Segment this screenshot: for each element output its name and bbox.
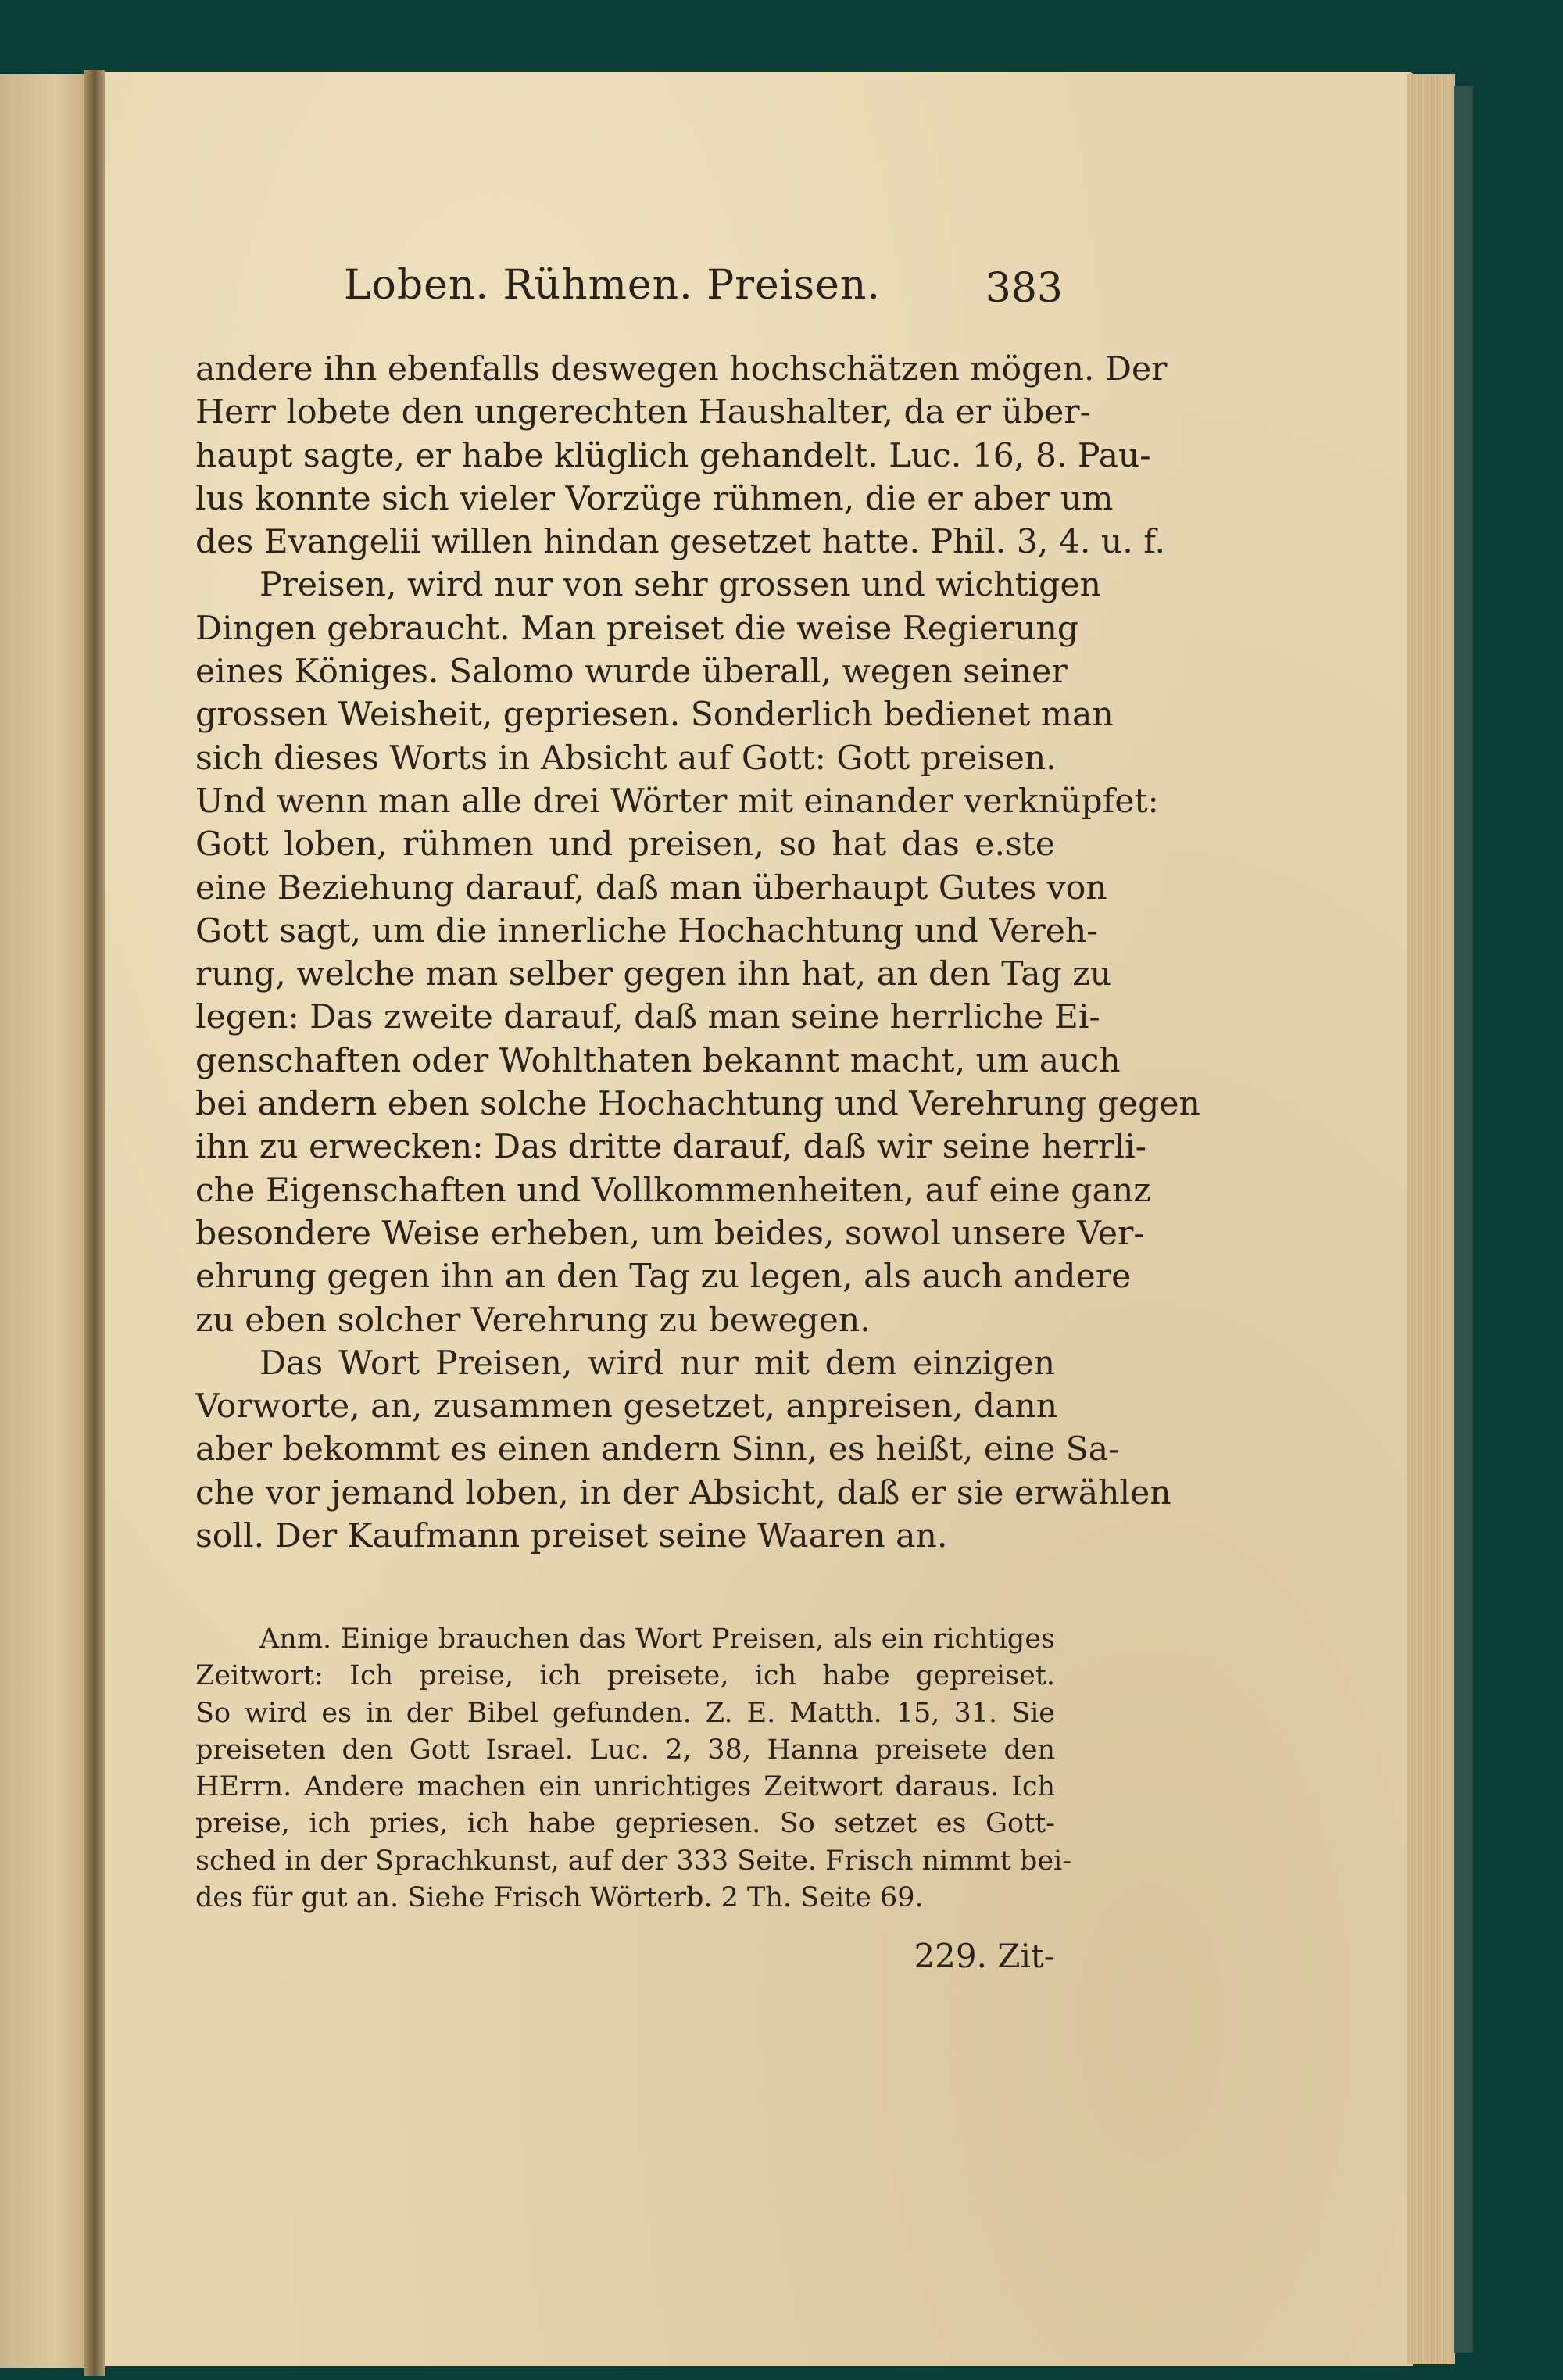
text-line: sich dieses Worts in Absicht auf Gott: Gott preisen.	[195, 739, 1057, 778]
text-line: haupt sagte, er habe klüglich gehandelt. Luc. 16, 8. Pau-	[195, 436, 1151, 475]
text-line: Gott sagt, um die innerliche Hochachtung und Vereh-	[195, 911, 1098, 950]
text-line: besondere Weise erheben, um beides, sowol unsere Ver-	[195, 1214, 1145, 1253]
text-line: che Eigenschaften und Vollkommenheiten, auf eine ganz	[195, 1171, 1151, 1210]
text-line: legen: Das zweite darauf, daß man seine herrliche Ei-	[195, 998, 1100, 1037]
text-line: Gott loben, rühmen und preisen, so hat das e.ste	[195, 825, 1055, 864]
page-number: 383	[985, 265, 1063, 312]
text-line: eines Königes. Salomo wurde überall, wegen seiner	[195, 653, 1068, 692]
text-line: soll. Der Kaufmann preiset seine Waaren an.	[195, 1517, 948, 1556]
note-line: So wird es in der Bibel gefunden. Z. E. Matth. 15, 31. Sie	[195, 1697, 1055, 1729]
text-line: Das Wort Preisen, wird nur mit dem einzigen	[259, 1344, 1055, 1383]
text-line: Vorworte, an, zusammen gesetzet, anpreisen, dann	[195, 1387, 1058, 1426]
note-line: sched in der Sprachkunst, auf der 333 Seite. Frisch nimmt bei-	[195, 1845, 1072, 1877]
text-line: des Evangelii willen hindan gesetzet hatte. Phil. 3, 4. u. f.	[195, 523, 1165, 562]
cover-edge	[1454, 86, 1473, 2353]
text-line: eine Beziehung darauf, daß man überhaupt Gutes von	[195, 868, 1107, 907]
text-line: Herr lobete den ungerechten Haushalter, da er über-	[195, 393, 1091, 432]
note-line: HErrn. Andere machen ein unrichtiges Zeitwort daraus. Ich	[195, 1771, 1055, 1803]
text-line: rung, welche man selber gegen ihn hat, an den Tag zu	[195, 955, 1112, 994]
note-line: preiseten den Gott Israel. Luc. 2, 38, Hanna preisete den	[195, 1734, 1055, 1766]
catchword: 229. Zit-	[914, 1937, 1055, 1975]
text-line: che vor jemand loben, in der Absicht, daß er sie erwählen	[195, 1473, 1171, 1512]
text-line: Dingen gebraucht. Man preiset die weise Regierung	[195, 609, 1079, 648]
running-head: Loben. Rühmen. Preisen.	[344, 262, 881, 309]
main-text	[195, 348, 1200, 1558]
text-line: Und wenn man alle drei Wörter mit einander verknüpfet:	[195, 782, 1159, 821]
text-line: zu eben solcher Verehrung zu bewegen.	[195, 1301, 871, 1340]
text-line: grossen Weisheit, gepriesen. Sonderlich bedienet man	[195, 696, 1114, 735]
note-line: des für gut an. Siehe Frisch Wörterb. 2 Th. Seite 69.	[195, 1882, 924, 1914]
text-line: genschaften oder Wohlthaten bekannt macht, um auch	[195, 1041, 1121, 1080]
text-line: aber bekommt es einen andern Sinn, es heißt, eine Sa-	[195, 1430, 1120, 1469]
book-gutter	[84, 70, 105, 2376]
text-line: ehrung gegen ihn an den Tag zu legen, als auch andere	[195, 1258, 1132, 1297]
text-line: bei andern eben solche Hochachtung und Verehrung gegen	[195, 1085, 1200, 1124]
text-line: lus konnte sich vieler Vorzüge rühmen, die er aber um	[195, 479, 1114, 518]
page-header	[195, 262, 1063, 324]
text-line: Preisen, wird nur von sehr grossen und wichtigen	[259, 566, 1101, 605]
text-line: andere ihn ebenfalls deswegen hochschätzen mögen. Der	[195, 350, 1168, 388]
text-line: ihn zu erwecken: Das dritte darauf, daß wir seine herrli-	[195, 1128, 1147, 1167]
page-stack-edge	[1407, 74, 1455, 2364]
note-line: Zeitwort: Ich preise, ich preisete, ich habe gepreiset.	[195, 1660, 1055, 1692]
annotation-note	[195, 1621, 1072, 1917]
note-line: preise, ich pries, ich habe gepriesen. So setzet es Gott-	[195, 1808, 1055, 1840]
note-line: Anm. Einige brauchen das Wort Preisen, als ein richtiges	[259, 1623, 1055, 1655]
left-page-edge	[0, 74, 92, 2368]
